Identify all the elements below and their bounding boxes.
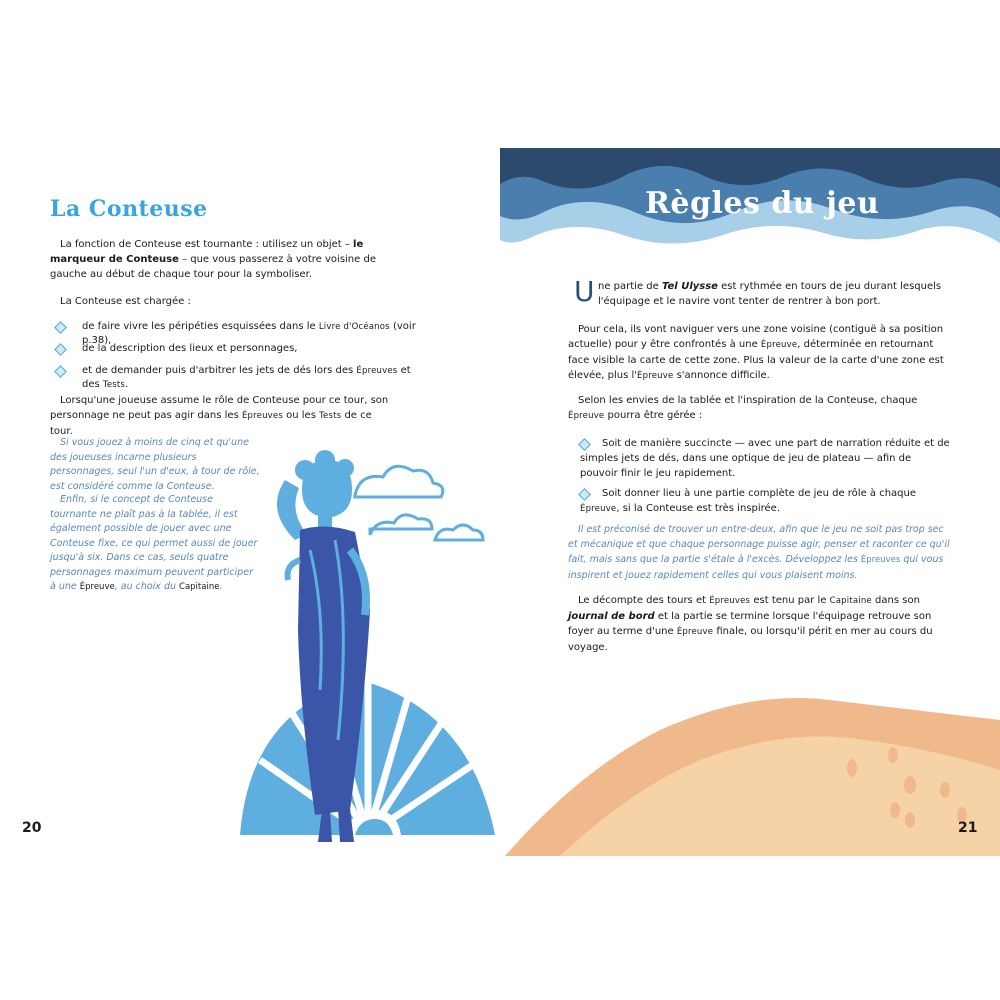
rules-turn-count: Le décompte des tours et Épreuves est tenu par le Capitaine dans son journal de bord et la partie se termine lorsque l'équipage retrouve son foyer au terme d'une Épreuve finale, ou lorsqu'il périt en mer au cours du voyage. [568,595,933,653]
conteuse-illustration [230,440,510,860]
rules-navigation: Pour cela, ils vont naviguer vers une zone voisine (contiguë à sa position actuelle) pour y être confrontés à une Épreuve, déterminée en retournant face visible la carte de cette zone. Plus la valeur de la carte d'une zone est élevée, plus l'Épreuve s'annonce difficile. [568,324,944,381]
page-number-left: 20 [22,820,42,836]
list-item: de la description des lieux et personnages, [50,342,430,364]
note-fixed-conteuse: Enfin, si le concept de Conteuse tournante ne plaît pas à la tablée, il est également possible de jouer avec une Conteuse fixe, ce qui permet aussi de jouer jusqu'à six. Dans ce cas, seuls quatre personnages maximum peuvent participer à une Épreuve, au choix du Capitaine. [50,494,258,592]
cloud-icon [355,466,483,540]
diamond-icon [54,321,67,334]
conteuse-intro: La fonction de Conteuse est tournante : utilisez un objet – le marqueur de Conteuse – que vous passerez à votre voisine de gauche au début de chaque tour pour la symboliser. [50,239,376,280]
right-page-title: Règles du jeu [645,186,880,221]
rules-epreuve-mode: Selon les envies de la tablée et l'inspiration de la Conteuse, chaque Épreuve pourra être gérée : [568,395,918,421]
shell-illustration [240,680,495,835]
list-item: et de demander puis d'arbitrer les jets de dés lors des Épreuves et des Tests. [50,364,430,386]
player-paragraph: Lorsqu'une joueuse assume le rôle de Conteuse pour ce tour, son personnage ne peut pas agir dans les Épreuves ou les Tests de ce tour. [50,395,389,437]
rules-intro: ne partie de Tel Ulysse est rythmée en tours de jeu durant lesquels l'équipage et le navire vont tenter de rentrer à bon port. [598,281,942,307]
rules-recommendation-note: Il est préconisé de trouver un entre-deux, afin que le jeu ne soit pas trop sec et mécanique et que chaque personnage puisse agir, penser et raconter ce qu'il fait, mais sans que la partie s'étale à l'excès. Développez les Épreuves qui vous inspirent et jouez rapidement celles qui vous plaisent moins. [568,524,950,581]
conteuse-charged: La Conteuse est chargée : [60,296,191,307]
diamond-icon [54,365,67,378]
list-item: de faire vivre les péripéties esquissées dans le Livre d'Océanos (voir p.38), [50,320,430,342]
conteuse-bullet-list [50,320,430,390]
note-five-players: Si vous jouez à moins de cinq et qu'une des joueuses incarne plusieurs personnages, seul l'un d'eux, à tour de rôle, est considéré comme la Conteuse. [50,437,260,492]
list-item: Soit donner lieu à une partie complète de jeu de rôle à chaque Épreuve, si la Conteuse est très inspirée. [580,488,917,514]
page-number-right: 21 [958,820,978,836]
diamond-icon [54,343,67,356]
drop-cap: U [574,275,595,308]
left-page-title: La Conteuse [50,196,208,222]
list-item: Soit de manière succincte — avec une part de narration réduite et de simples jets de dés, dans une optique de jeu de plateau — afin de pouvoir finir le jeu rapidement. [580,438,950,479]
sand-illustration [500,690,1000,856]
